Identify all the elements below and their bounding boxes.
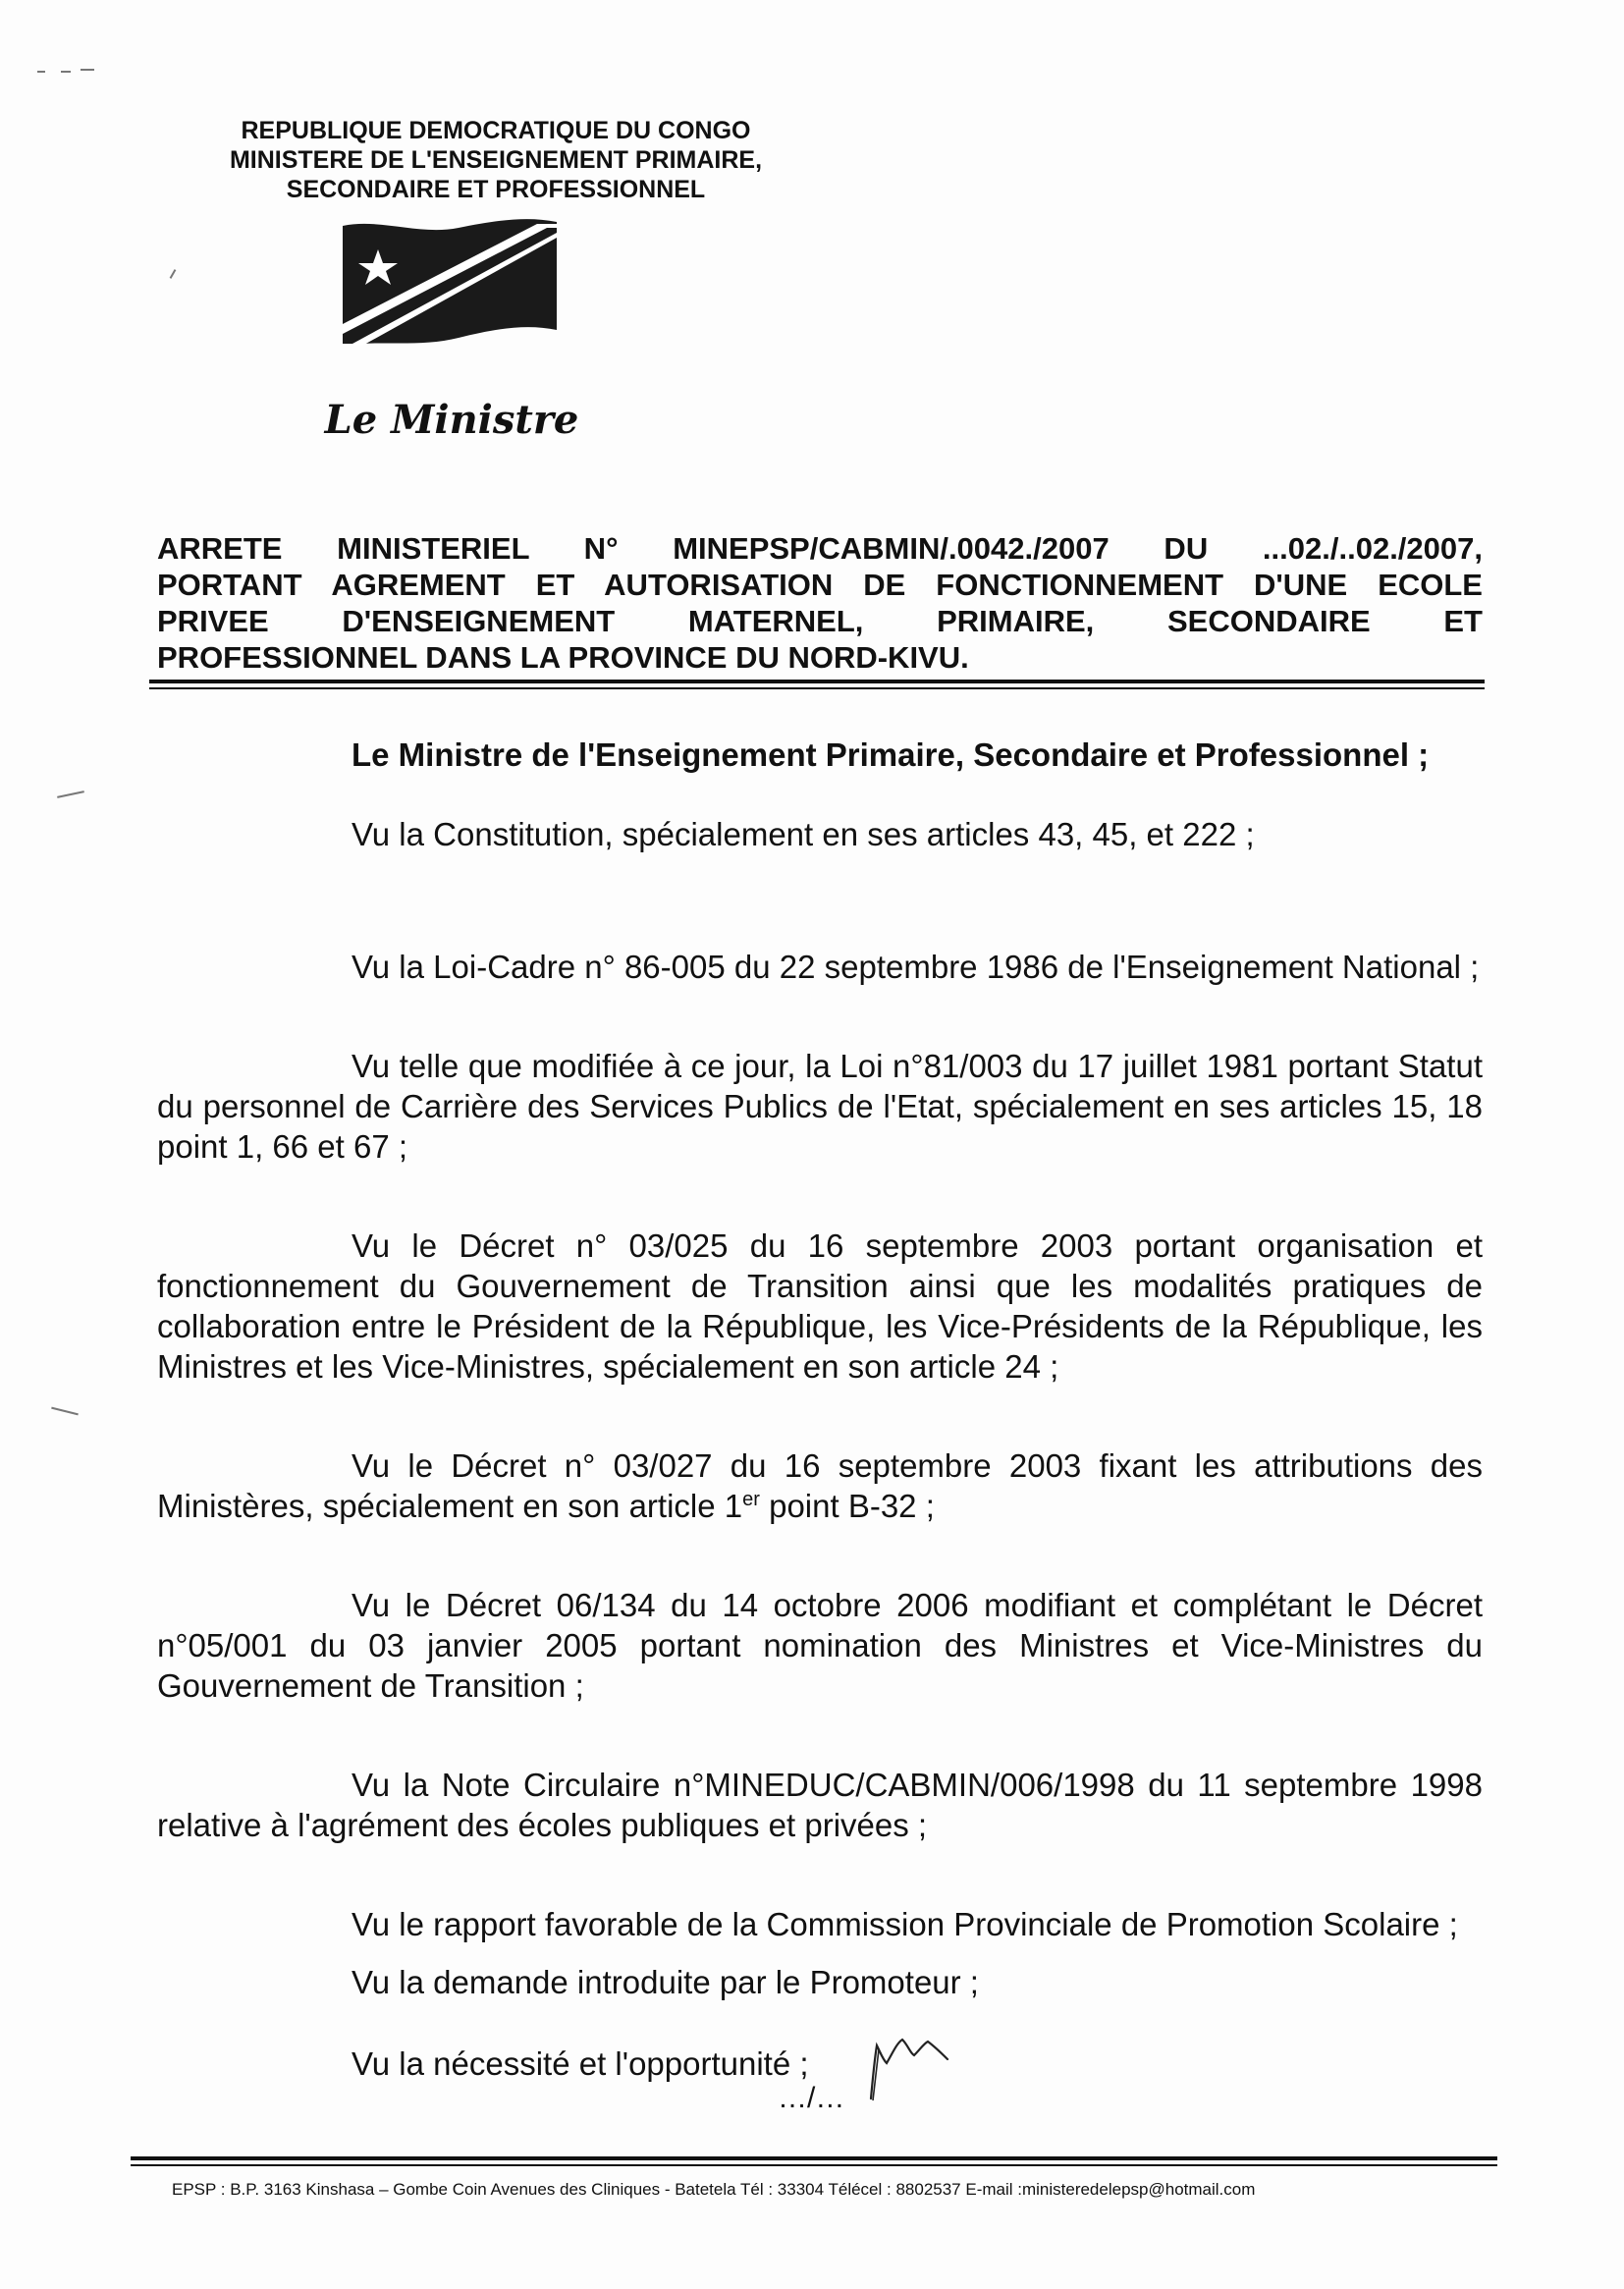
ordinal-suffix: er [742, 1489, 760, 1510]
considerant-rapport: Vu le rapport favorable de la Commission Provinciale de Promotion Scolaire ; [352, 1906, 1458, 1942]
decree-title-line1: ARRETE MINISTERIEL N° MINEPSP/CABMIN/.0042./2007 DU ...02./..02./2007, [157, 531, 1483, 566]
footer-divider [131, 2156, 1497, 2166]
ministry-name-line2: SECONDAIRE ET PROFESSIONNEL [286, 176, 706, 203]
preamble: Le Ministre de l'Enseignement Primaire, Secondaire et Professionnel ; [352, 736, 1430, 773]
decree-title-line3: PRIVEE D'ENSEIGNEMENT MATERNEL, PRIMAIRE, SECONDAIRE ET [157, 604, 1483, 638]
decree-title-line2: PORTANT AGREMENT ET AUTORISATION DE FONCTIONNEMENT D'UNE ECOLE [157, 568, 1483, 602]
continuation-mark: …/… [778, 2082, 845, 2114]
considerant-note-circulaire: Vu la Note Circulaire n°MINEDUC/CABMIN/006/1998 du 11 septembre 1998 relative à l'agrément des écoles publiques et privées ; [157, 1767, 1483, 1843]
considerant-loi-statut: Vu telle que modifiée à ce jour, la Loi n°81/003 du 17 juillet 1981 portant Statut du personnel de Carrière des Services Publics de l'Etat, spécialement en ses articles 15, 18 point 1, 66 et 67 ; [157, 1048, 1483, 1165]
scan-speck [57, 790, 84, 798]
decree-title-line4: PROFESSIONNEL DANS LA PROVINCE DU NORD-KIVU. [157, 640, 969, 675]
considerant-necessite: Vu la nécessité et l'opportunité ; [352, 2045, 809, 2082]
scan-speck [81, 69, 94, 71]
scan-speck [51, 1407, 79, 1416]
considerant-demande: Vu la demande introduite par le Promoteur ; [352, 1964, 979, 2000]
scan-speck [61, 71, 71, 73]
considerant-loi-cadre: Vu la Loi-Cadre n° 86-005 du 22 septembre 1986 de l'Enseignement National ; [352, 949, 1480, 985]
considerant-decret-025: Vu le Décret n° 03/025 du 16 septembre 2003 portant organisation et fonctionnement du Gouvernement de Transition ainsi que les modalités pratiques de collaboration entre le Président de la République, les Vice-Présidents de la République, les Ministres et les Vice-Ministres, spécialement en son article 24 ; [157, 1227, 1483, 1385]
country-name: REPUBLIQUE DEMOCRATIQUE DU CONGO [241, 117, 751, 144]
decree-body [157, 735, 1483, 2084]
decree-title [157, 530, 1483, 676]
footer-contact: EPSP : B.P. 3163 Kinshasa – Gombe Coin Avenues des Cliniques - Batetela Tél : 33304 Télécel : 8802537 E-mail :ministeredelepsp@hotmail.com [172, 2180, 1256, 2199]
considerant-decret-027-end: point B-32 ; [759, 1488, 935, 1524]
ministry-name-line1: MINISTERE DE L'ENSEIGNEMENT PRIMAIRE, [229, 146, 763, 174]
considerant-constitution: Vu la Constitution, spécialement en ses articles 43, 45, et 222 ; [352, 816, 1255, 852]
handwritten-initials [859, 2028, 977, 2106]
considerant-decret-027-text: Vu le Décret n° 03/027 du 16 septembre 2003 fixant les attributions des Ministères, spécialement en son article 1 [157, 1447, 1483, 1524]
ministry-header [191, 116, 800, 204]
title-divider [149, 680, 1485, 689]
minister-title: Le Ministre [324, 397, 579, 443]
considerant-decret-027 [157, 1445, 1483, 1526]
flag-emblem [341, 214, 559, 354]
considerant-decret-134: Vu le Décret 06/134 du 14 octobre 2006 modifiant et complétant le Décret n°05/001 du 03 janvier 2005 portant nomination des Ministres et Vice-Ministres du Gouvernement de Transition ; [157, 1587, 1483, 1704]
scan-speck [37, 71, 45, 73]
scan-speck [170, 269, 177, 279]
